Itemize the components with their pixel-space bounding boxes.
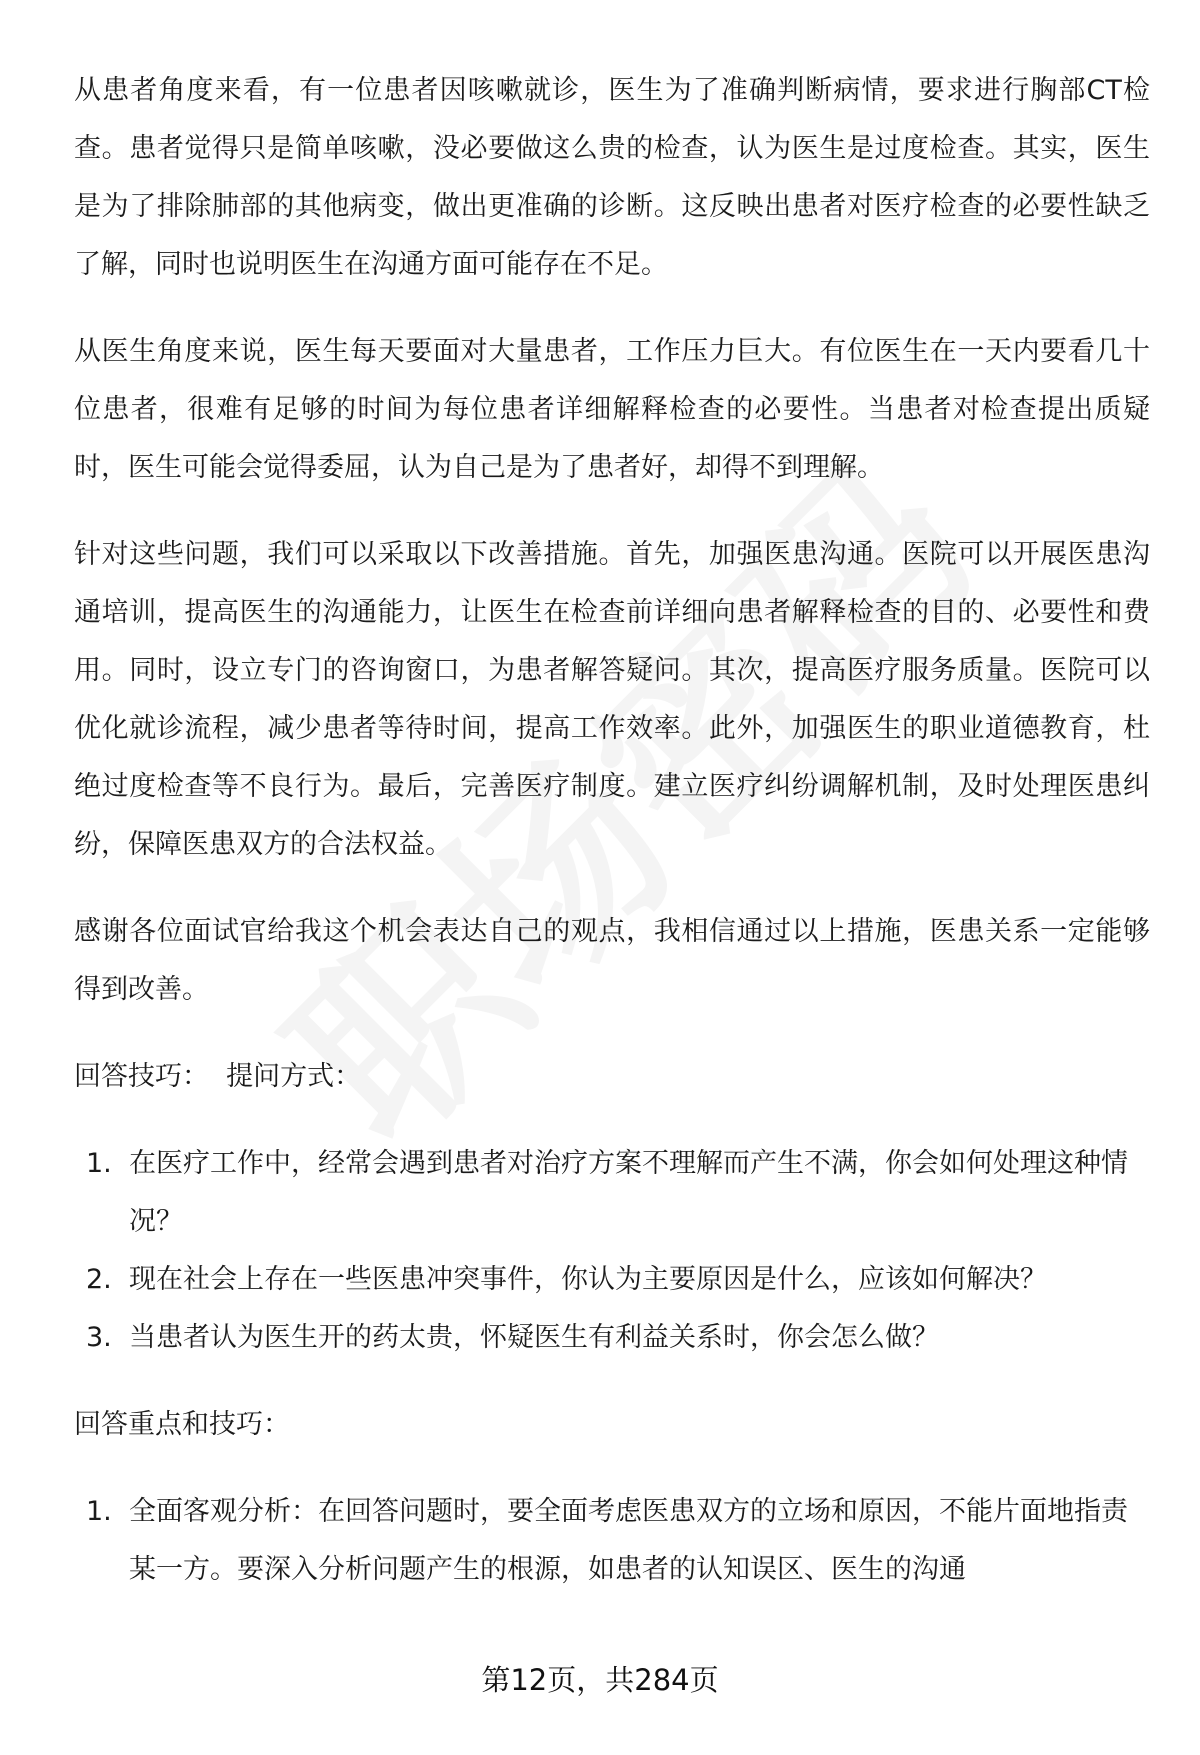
paragraph-closing: 感谢各位面试官给我这个机会表达自己的观点，我相信通过以上措施，医患关系一定能够得到改善。 [74,916,1150,1005]
list-item [74,1135,1150,1251]
question-list [74,1135,1150,1367]
list-item-text: 全面客观分析：在回答问题时，要全面考虑医患双方的立场和原因，不能片面地指责某一方。要深入分析问题产生的根源，如患者的认知误区、医生的沟通 [129,1496,1128,1585]
list-number: 1. [86,1496,112,1527]
paragraph-improvement-measures: 针对这些问题，我们可以采取以下改善措施。首先，加强医患沟通。医院可以开展医患沟通培训，提高医生的沟通能力，让医生在检查前详细向患者解释检查的目的、必要性和费用。同时，设立专门的咨询窗口，为患者解答疑问。其次，提高医疗服务质量。医院可以优化就诊流程，减少患者等待时间，提高工作效率。此外，加强医生的职业道德教育，杜绝过度检查等不良行为。最后，完善医疗制度。建立医疗纠纷调解机制，及时处理医患纠纷，保障医患双方的合法权益。 [74,539,1150,860]
page-footer: 第12页，共284页 [481,1663,719,1697]
document-body [74,62,1150,1628]
tips-heading: 回答技巧： 提问方式： [74,1061,362,1092]
list-item [74,1483,1150,1599]
key-points-heading: 回答重点和技巧： [74,1409,290,1440]
list-item-text: 在医疗工作中，经常会遇到患者对治疗方案不理解而产生不满，你会如何处理这种情况？ [129,1148,1128,1237]
list-item [74,1251,1150,1309]
list-number: 1. [86,1148,112,1179]
paragraph-patient-perspective: 从患者角度来看，有一位患者因咳嗽就诊，医生为了准确判断病情，要求进行胸部CT检查。患者觉得只是简单咳嗽，没必要做这么贵的检查，认为医生是过度检查。其实，医生是为了排除肺部的其他病变，做出更准确的诊断。这反映出患者对医疗检查的必要性缺乏了解，同时也说明医生在沟通方面可能存在不足。 [74,75,1150,280]
list-item-text: 当患者认为医生开的药太贵，怀疑医生有利益关系时，你会怎么做？ [129,1322,939,1353]
list-number: 3. [86,1322,112,1353]
paragraph-doctor-perspective: 从医生角度来说，医生每天要面对大量患者，工作压力巨大。有位医生在一天内要看几十位患者，很难有足够的时间为每位患者详细解释检查的必要性。当患者对检查提出质疑时，医生可能会觉得委屈，认为自己是为了患者好，却得不到理解。 [74,336,1150,483]
list-item-text: 现在社会上存在一些医患冲突事件，你认为主要原因是什么，应该如何解决？ [129,1264,1047,1295]
key-points-list [74,1483,1150,1599]
list-item [74,1309,1150,1367]
list-number: 2. [86,1264,112,1295]
